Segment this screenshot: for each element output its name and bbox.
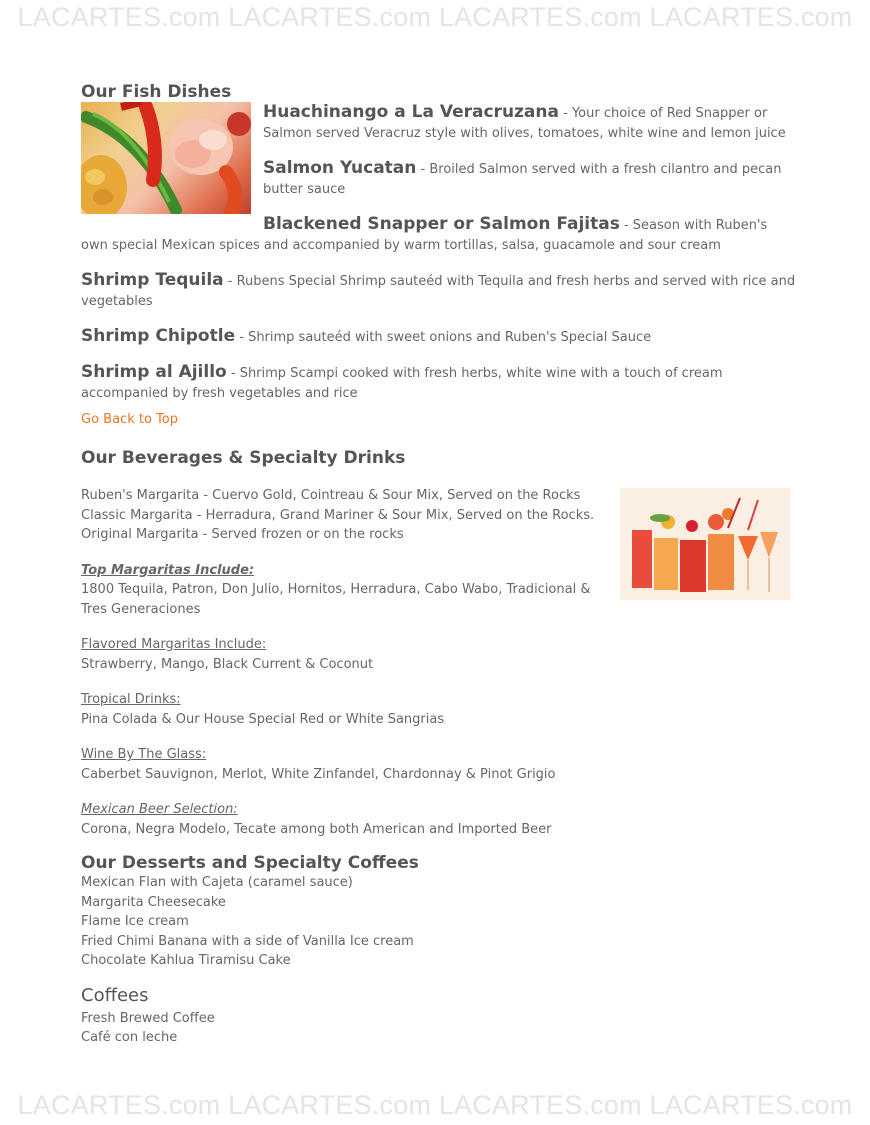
fish-dish-photo xyxy=(81,102,251,214)
dish-name: Shrimp Tequila xyxy=(81,270,224,290)
fish-dish-illustration xyxy=(81,102,251,214)
fish-heading: Our Fish Dishes xyxy=(81,82,232,102)
tropical-drinks xyxy=(81,690,796,729)
flavored-margaritas xyxy=(81,635,796,674)
list-item: Original Margarita - Served frozen or on the rocks xyxy=(81,527,404,542)
desserts-list xyxy=(81,873,796,971)
list-item: Ruben's Margarita - Cuervo Gold, Cointreau & Sour Mix, Served on the Rocks xyxy=(81,488,581,503)
dish-desc: - Shrimp Scampi cooked with fresh herbs, white wine with a touch of cream accompanied by fresh vegetables and rice xyxy=(81,366,723,401)
list-item: Margarita Cheesecake xyxy=(81,894,226,910)
watermark-bottom: LACARTES.com LACARTES.com LACARTES.com LACARTES.com xyxy=(17,1090,853,1120)
dish-desc: - Season with Ruben's own special Mexican spices and accompanied by warm tortillas, salsa, guacamole and sour cream xyxy=(81,218,768,253)
wine-by-glass xyxy=(81,745,796,784)
dish-name: Salmon Yucatan xyxy=(263,158,417,178)
menu-content xyxy=(81,82,796,1048)
dish-name: Shrimp al Ajillo xyxy=(81,362,227,382)
coffees-list xyxy=(81,1009,796,1048)
wine-by-glass-label: Wine By The Glass: xyxy=(81,747,207,762)
list-item: Flame Ice cream xyxy=(81,914,189,929)
list-item: Fresh Brewed Coffee xyxy=(81,1010,215,1026)
list-item: Classic Margarita - Herradura, Grand Mariner & Sour Mix, Served on the Rocks. xyxy=(81,507,595,523)
mexican-beer-text: Corona, Negra Modelo, Tecate among both American and Imported Beer xyxy=(81,821,552,837)
go-back-to-top-link[interactable]: Go Back to Top xyxy=(81,412,178,427)
tropical-drinks-label: Tropical Drinks: xyxy=(81,692,181,707)
top-margaritas-label: Top Margaritas Include: xyxy=(81,562,255,578)
dish-desc: - Shrimp sauteéd with sweet onions and Ruben's Special Sauce xyxy=(235,330,652,345)
beverages-heading: Our Beverages & Specialty Drinks xyxy=(81,448,406,468)
list-item: Café con leche xyxy=(81,1030,178,1045)
dish-blackened-fajitas xyxy=(81,214,796,256)
dish-name: Blackened Snapper or Salmon Fajitas xyxy=(263,214,620,234)
flavored-margaritas-text: Strawberry, Mango, Black Current & Coconut xyxy=(81,656,374,672)
cocktails-illustration xyxy=(620,488,790,600)
coffees-heading: Coffees xyxy=(81,984,149,1006)
tropical-drinks-text: Pina Colada & Our House Special Red or White Sangrias xyxy=(81,711,445,727)
desserts-heading: Our Desserts and Specialty Coffees xyxy=(81,853,419,873)
dish-shrimp-chipotle xyxy=(81,326,796,348)
dish-name: Huachinango a La Veracruzana xyxy=(263,102,559,122)
wine-by-glass-text: Caberbet Sauvignon, Merlot, White Zinfandel, Chardonnay & Pinot Grigio xyxy=(81,766,556,782)
dish-name: Shrimp Chipotle xyxy=(81,326,236,346)
dish-shrimp-tequila xyxy=(81,270,796,312)
top-margaritas-text: 1800 Tequila, Patron, Don Julio, Hornitos, Herradura, Cabo Wabo, Tradicional & Tres Generaciones xyxy=(81,582,591,617)
mexican-beer-label: Mexican Beer Selection: xyxy=(81,802,238,817)
dish-desc: - Broiled Salmon served with a fresh cilantro and pecan butter sauce xyxy=(263,162,782,197)
list-item: Chocolate Kahlua Tiramisu Cake xyxy=(81,953,291,968)
dish-shrimp-ajillo xyxy=(81,362,796,404)
flavored-margaritas-label: Flavored Margaritas Include: xyxy=(81,637,267,652)
list-item: Mexican Flan with Cajeta (caramel sauce) xyxy=(81,875,353,890)
mexican-beer xyxy=(81,800,796,839)
list-item: Fried Chimi Banana with a side of Vanilla Ice cream xyxy=(81,933,414,949)
cocktails-photo xyxy=(620,488,790,600)
watermark-top: LACARTES.com LACARTES.com LACARTES.com LACARTES.com xyxy=(17,2,853,32)
dish-desc: - Rubens Special Shrimp sauteéd with Tequila and fresh herbs and served with rice and vegetables xyxy=(81,274,796,309)
dish-desc: - Your choice of Red Snapper or Salmon served Veracruz style with olives, tomatoes, white wine and lemon juice xyxy=(263,106,786,141)
